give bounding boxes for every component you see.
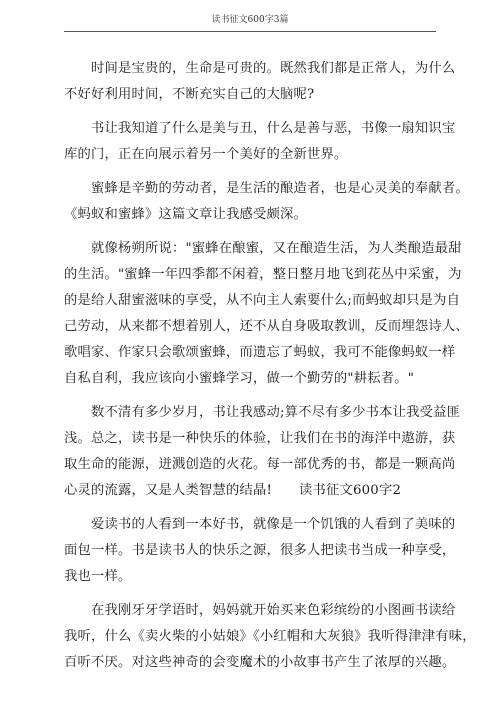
text-line: 取生命的能源，迸溅创造的火花。每一部优秀的书，都是一颗高尚 — [64, 457, 456, 472]
paragraph — [64, 176, 469, 228]
text-line: 《蚂蚁和蜜蜂》这篇文章让我感受颇深。 — [64, 207, 307, 222]
text-line: 歌唱家、作家只会歌颂蜜蜂，而遗忘了蚂蚁，我可不能像蚂蚁一样 — [64, 345, 456, 360]
document-body — [64, 56, 476, 676]
paragraph — [64, 400, 461, 504]
text-line: 的生活。"蜜蜂一年四季都不闲着，整日整月地飞到花丛中采蜜，为 — [64, 267, 462, 282]
text-line: 心灵的流露，又是人类智慧的结晶! 读书征文600字2 — [64, 483, 402, 498]
paragraph — [64, 598, 476, 676]
text-line: 蜜蜂是辛勤的劳动者，是生活的酿造者，也是心灵美的奉献者。 — [64, 181, 469, 196]
text-line: 库的门，正在向展示着另一个美好的全新世界。 — [64, 147, 348, 162]
paragraph-gap — [64, 228, 444, 236]
text-line: 的是给人甜蜜滋味的享受，从不向主人索要什么;而蚂蚁却只是为自 — [64, 293, 461, 308]
text-line: 时间是宝贵的，生命是可贵的。既然我们都是正常人，为什么 — [64, 61, 456, 76]
paragraph — [64, 116, 456, 168]
paragraph-gap — [64, 392, 444, 400]
paragraph — [64, 236, 469, 392]
text-line: 就像杨朔所说："蜜蜂在酿蜜，又在酿造生活，为人类酿造最甜 — [64, 241, 462, 256]
text-line: 书让我知道了什么是美与丑，什么是善与恶，书像一扇知识宝 — [64, 121, 456, 136]
paragraph-gap — [64, 168, 444, 176]
text-line: 我听，什么《卖火柴的小姑娘》《小红帽和大灰狼》我听得津津有味， — [64, 629, 476, 644]
text-line: 不好好利用时间，不断充实自己的大脑呢? — [64, 87, 315, 102]
text-line: 百听不厌。对这些神奇的会变魔术的小故事书产生了浓厚的兴趣。 — [64, 655, 456, 670]
paragraph — [64, 512, 456, 590]
text-line: 我也一样。 — [64, 569, 132, 584]
text-line: 浅。总之，读书是一种快乐的体验，让我们在书的海洋中遨游，获 — [64, 431, 456, 446]
text-line: 面包一样。书是读书人的快乐之源，很多人把读书当成一种享受， — [64, 543, 456, 558]
text-line: 己劳动，从来都不想着别人，还不从自身吸取教训，反而埋怨诗人、 — [64, 319, 469, 334]
text-line: 自私自利，我应该向小蜜蜂学习，做一个勤劳的"耕耘者。" — [64, 371, 415, 386]
paragraph-gap — [64, 108, 444, 116]
text-line: 在我刚牙牙学语时，妈妈就开始买来色彩缤纷的小图画书读给 — [64, 603, 456, 618]
page-header-title: 读书征文600字3篇 — [211, 15, 289, 25]
paragraph-gap — [64, 504, 444, 512]
paragraph-gap — [64, 590, 444, 598]
text-line: 数不清有多少岁月，书让我感动;算不尽有多少书本让我受益匪 — [64, 405, 461, 420]
text-line: 爱读书的人看到一本好书，就像是一个饥饿的人看到了美味的 — [64, 517, 456, 532]
header-rule — [64, 31, 436, 32]
paragraph — [64, 56, 456, 108]
